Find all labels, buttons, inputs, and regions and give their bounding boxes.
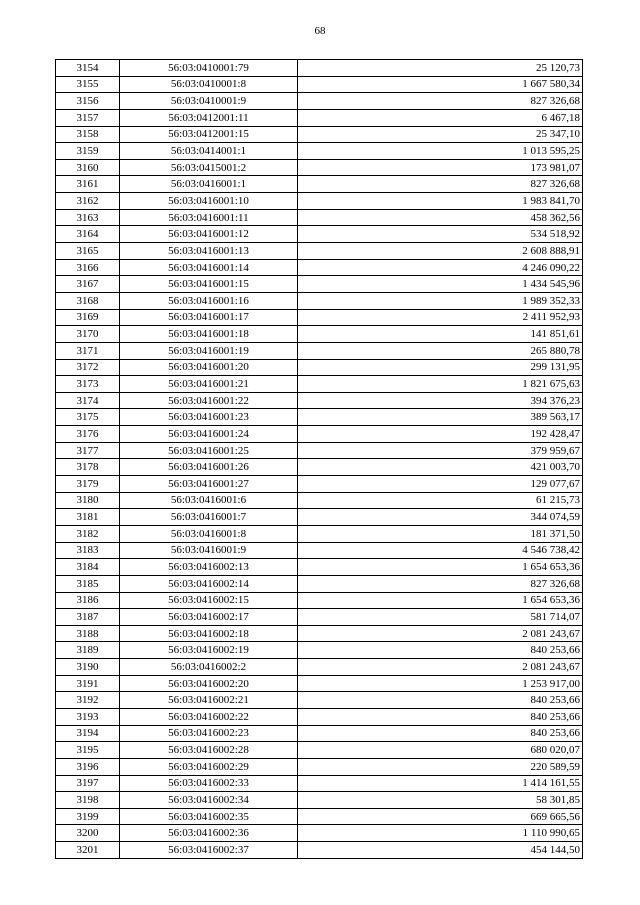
cadastral-number-cell: 56:03:0410001:8	[120, 76, 298, 93]
table-row	[56, 775, 583, 792]
table-row	[56, 342, 583, 359]
row-number-cell: 3198	[56, 792, 120, 809]
cadastral-value-cell: 1 654 653,36	[298, 559, 583, 576]
row-number-cell: 3171	[56, 342, 120, 359]
cadastral-number-cell: 56:03:0416002:36	[120, 825, 298, 842]
table-row	[56, 193, 583, 210]
row-number-cell: 3158	[56, 126, 120, 143]
row-number-cell: 3184	[56, 559, 120, 576]
cadastral-value-cell: 25 120,73	[298, 60, 583, 77]
cadastral-value-cell: 1 983 841,70	[298, 193, 583, 210]
row-number-cell: 3177	[56, 442, 120, 459]
cadastral-value-cell: 2 411 952,93	[298, 309, 583, 326]
cadastral-number-cell: 56:03:0410001:9	[120, 93, 298, 110]
cadastral-number-cell: 56:03:0416002:21	[120, 692, 298, 709]
cadastral-number-cell: 56:03:0416001:14	[120, 259, 298, 276]
cadastral-number-cell: 56:03:0416002:23	[120, 725, 298, 742]
cadastral-value-cell: 458 362,56	[298, 209, 583, 226]
cadastral-number-cell: 56:03:0416001:6	[120, 492, 298, 509]
cadastral-value-cell: 1 013 595,25	[298, 143, 583, 160]
row-number-cell: 3173	[56, 376, 120, 393]
table-row	[56, 309, 583, 326]
row-number-cell: 3162	[56, 193, 120, 210]
cadastral-number-cell: 56:03:0416001:23	[120, 409, 298, 426]
table-row	[56, 259, 583, 276]
cadastral-value-cell: 1 821 675,63	[298, 376, 583, 393]
cadastral-value-cell: 25 347,10	[298, 126, 583, 143]
table-row	[56, 209, 583, 226]
table-row	[56, 243, 583, 260]
row-number-cell: 3189	[56, 642, 120, 659]
cadastral-number-cell: 56:03:0416001:27	[120, 476, 298, 493]
cadastral-number-cell: 56:03:0416002:35	[120, 808, 298, 825]
cadastral-number-cell: 56:03:0416001:19	[120, 342, 298, 359]
row-number-cell: 3183	[56, 542, 120, 559]
cadastral-number-cell: 56:03:0416001:24	[120, 426, 298, 443]
cadastral-value-cell: 827 326,68	[298, 575, 583, 592]
row-number-cell: 3196	[56, 758, 120, 775]
table-body	[56, 60, 583, 859]
row-number-cell: 3190	[56, 659, 120, 676]
cadastral-value-cell: 220 589,59	[298, 758, 583, 775]
cadastral-value-cell: 173 981,07	[298, 159, 583, 176]
cadastral-number-cell: 56:03:0416002:29	[120, 758, 298, 775]
row-number-cell: 3201	[56, 842, 120, 859]
row-number-cell: 3159	[56, 143, 120, 160]
table-row	[56, 326, 583, 343]
cadastral-number-cell: 56:03:0416002:2	[120, 659, 298, 676]
cadastral-value-cell: 141 851,61	[298, 326, 583, 343]
table-row	[56, 126, 583, 143]
row-number-cell: 3163	[56, 209, 120, 226]
cadastral-value-cell: 2 081 243,67	[298, 659, 583, 676]
cadastral-value-cell: 6 467,18	[298, 109, 583, 126]
row-number-cell: 3187	[56, 609, 120, 626]
cadastral-number-cell: 56:03:0416001:20	[120, 359, 298, 376]
row-number-cell: 3168	[56, 292, 120, 309]
cadastral-value-cell: 265 880,78	[298, 342, 583, 359]
table-row	[56, 509, 583, 526]
table-row	[56, 692, 583, 709]
cadastral-number-cell: 56:03:0414001:1	[120, 143, 298, 160]
row-number-cell: 3164	[56, 226, 120, 243]
row-number-cell: 3170	[56, 326, 120, 343]
cadastral-value-cell: 1 253 917,00	[298, 675, 583, 692]
cadastral-value-cell: 840 253,66	[298, 725, 583, 742]
cadastral-value-cell: 61 215,73	[298, 492, 583, 509]
table-row	[56, 109, 583, 126]
cadastral-number-cell: 56:03:0416001:18	[120, 326, 298, 343]
cadastral-value-cell: 2 081 243,67	[298, 625, 583, 642]
cadastral-number-cell: 56:03:0416001:12	[120, 226, 298, 243]
table-row	[56, 76, 583, 93]
cadastral-value-cell: 181 371,50	[298, 525, 583, 542]
cadastral-number-cell: 56:03:0415001:2	[120, 159, 298, 176]
cadastral-value-cell: 192 428,47	[298, 426, 583, 443]
cadastral-value-cell: 4 546 738,42	[298, 542, 583, 559]
row-number-cell: 3185	[56, 575, 120, 592]
cadastral-value-cell: 389 563,17	[298, 409, 583, 426]
cadastral-value-cell: 1 414 161,55	[298, 775, 583, 792]
table-row	[56, 525, 583, 542]
cadastral-number-cell: 56:03:0416002:18	[120, 625, 298, 642]
row-number-cell: 3160	[56, 159, 120, 176]
row-number-cell: 3180	[56, 492, 120, 509]
cadastral-value-cell: 1 989 352,33	[298, 292, 583, 309]
cadastral-number-cell: 56:03:0416001:17	[120, 309, 298, 326]
table-row	[56, 609, 583, 626]
table-row	[56, 93, 583, 110]
cadastral-value-cell: 680 020,07	[298, 742, 583, 759]
cadastral-number-cell: 56:03:0416001:21	[120, 376, 298, 393]
cadastral-value-cell: 454 144,50	[298, 842, 583, 859]
cadastral-number-cell: 56:03:0416002:15	[120, 592, 298, 609]
cadastral-value-cell: 840 253,66	[298, 692, 583, 709]
cadastral-value-cell: 1 434 545,96	[298, 276, 583, 293]
cadastral-value-cell: 840 253,66	[298, 708, 583, 725]
table-row	[56, 725, 583, 742]
table-row	[56, 359, 583, 376]
row-number-cell: 3166	[56, 259, 120, 276]
cadastral-number-cell: 56:03:0416002:17	[120, 609, 298, 626]
table-row	[56, 842, 583, 859]
table-row	[56, 542, 583, 559]
row-number-cell: 3186	[56, 592, 120, 609]
row-number-cell: 3172	[56, 359, 120, 376]
table-row	[56, 426, 583, 443]
table-row	[56, 376, 583, 393]
table-row	[56, 708, 583, 725]
cadastral-value-cell: 840 253,66	[298, 642, 583, 659]
row-number-cell: 3199	[56, 808, 120, 825]
table-row	[56, 792, 583, 809]
table-row	[56, 492, 583, 509]
cadastral-number-cell: 56:03:0416001:22	[120, 392, 298, 409]
cadastral-number-cell: 56:03:0416002:20	[120, 675, 298, 692]
table-row	[56, 825, 583, 842]
cadastral-value-cell: 58 301,85	[298, 792, 583, 809]
cadastral-number-cell: 56:03:0410001:79	[120, 60, 298, 77]
row-number-cell: 3175	[56, 409, 120, 426]
cadastral-number-cell: 56:03:0416001:15	[120, 276, 298, 293]
cadastral-number-cell: 56:03:0416002:34	[120, 792, 298, 809]
row-number-cell: 3161	[56, 176, 120, 193]
cadastral-value-cell: 394 376,23	[298, 392, 583, 409]
cadastral-number-cell: 56:03:0416002:22	[120, 708, 298, 725]
cadastral-number-cell: 56:03:0416002:33	[120, 775, 298, 792]
row-number-cell: 3181	[56, 509, 120, 526]
table-row	[56, 642, 583, 659]
cadastral-number-cell: 56:03:0412001:15	[120, 126, 298, 143]
row-number-cell: 3156	[56, 93, 120, 110]
cadastral-number-cell: 56:03:0416001:13	[120, 243, 298, 260]
cadastral-number-cell: 56:03:0416001:1	[120, 176, 298, 193]
cadastral-value-cell: 1 667 580,34	[298, 76, 583, 93]
cadastral-value-cell: 379 959,67	[298, 442, 583, 459]
row-number-cell: 3197	[56, 775, 120, 792]
table-row	[56, 143, 583, 160]
table-row	[56, 675, 583, 692]
row-number-cell: 3169	[56, 309, 120, 326]
table-row	[56, 742, 583, 759]
cadastral-value-cell: 581 714,07	[298, 609, 583, 626]
table-row	[56, 592, 583, 609]
cadastral-value-cell: 421 003,70	[298, 459, 583, 476]
cadastral-value-cell: 2 608 888,91	[298, 243, 583, 260]
cadastral-value-cell: 827 326,68	[298, 93, 583, 110]
row-number-cell: 3174	[56, 392, 120, 409]
table-row	[56, 625, 583, 642]
row-number-cell: 3182	[56, 525, 120, 542]
row-number-cell: 3193	[56, 708, 120, 725]
table-row	[56, 292, 583, 309]
table-row	[56, 276, 583, 293]
cadastral-value-cell: 299 131,95	[298, 359, 583, 376]
table-row	[56, 176, 583, 193]
cadastral-number-cell: 56:03:0416001:9	[120, 542, 298, 559]
row-number-cell: 3188	[56, 625, 120, 642]
row-number-cell: 3176	[56, 426, 120, 443]
cadastral-number-cell: 56:03:0416001:26	[120, 459, 298, 476]
cadastral-number-cell: 56:03:0416001:16	[120, 292, 298, 309]
table-row	[56, 559, 583, 576]
row-number-cell: 3191	[56, 675, 120, 692]
table-row	[56, 226, 583, 243]
cadastral-value-cell: 1 654 653,36	[298, 592, 583, 609]
row-number-cell: 3154	[56, 60, 120, 77]
table-row	[56, 159, 583, 176]
cadastral-number-cell: 56:03:0416001:8	[120, 525, 298, 542]
page-number: 68	[314, 25, 326, 37]
cadastral-number-cell: 56:03:0416001:7	[120, 509, 298, 526]
row-number-cell: 3155	[56, 76, 120, 93]
table-row	[56, 575, 583, 592]
row-number-cell: 3194	[56, 725, 120, 742]
table-row	[56, 659, 583, 676]
cadastral-value-cell: 1 110 990,65	[298, 825, 583, 842]
cadastral-number-cell: 56:03:0416002:13	[120, 559, 298, 576]
cadastral-number-cell: 56:03:0416001:11	[120, 209, 298, 226]
table-row	[56, 392, 583, 409]
row-number-cell: 3200	[56, 825, 120, 842]
cadastral-value-cell: 669 665,56	[298, 808, 583, 825]
cadastral-value-cell: 344 074,59	[298, 509, 583, 526]
row-number-cell: 3192	[56, 692, 120, 709]
row-number-cell: 3178	[56, 459, 120, 476]
cadastral-value-cell: 4 246 090,22	[298, 259, 583, 276]
table-row	[56, 459, 583, 476]
cadastral-number-cell: 56:03:0416001:25	[120, 442, 298, 459]
cadastral-value-cell: 129 077,67	[298, 476, 583, 493]
row-number-cell: 3167	[56, 276, 120, 293]
row-number-cell: 3179	[56, 476, 120, 493]
cadastral-value-table	[55, 59, 583, 859]
cadastral-number-cell: 56:03:0412001:11	[120, 109, 298, 126]
cadastral-value-cell: 827 326,68	[298, 176, 583, 193]
cadastral-number-cell: 56:03:0416002:37	[120, 842, 298, 859]
cadastral-number-cell: 56:03:0416002:14	[120, 575, 298, 592]
table-row	[56, 758, 583, 775]
row-number-cell: 3165	[56, 243, 120, 260]
row-number-cell: 3157	[56, 109, 120, 126]
cadastral-number-cell: 56:03:0416001:10	[120, 193, 298, 210]
cadastral-number-cell: 56:03:0416002:28	[120, 742, 298, 759]
table-row	[56, 808, 583, 825]
cadastral-number-cell: 56:03:0416002:19	[120, 642, 298, 659]
table-row	[56, 409, 583, 426]
table-row	[56, 60, 583, 77]
cadastral-value-cell: 534 518,92	[298, 226, 583, 243]
row-number-cell: 3195	[56, 742, 120, 759]
table-row	[56, 442, 583, 459]
table-row	[56, 476, 583, 493]
